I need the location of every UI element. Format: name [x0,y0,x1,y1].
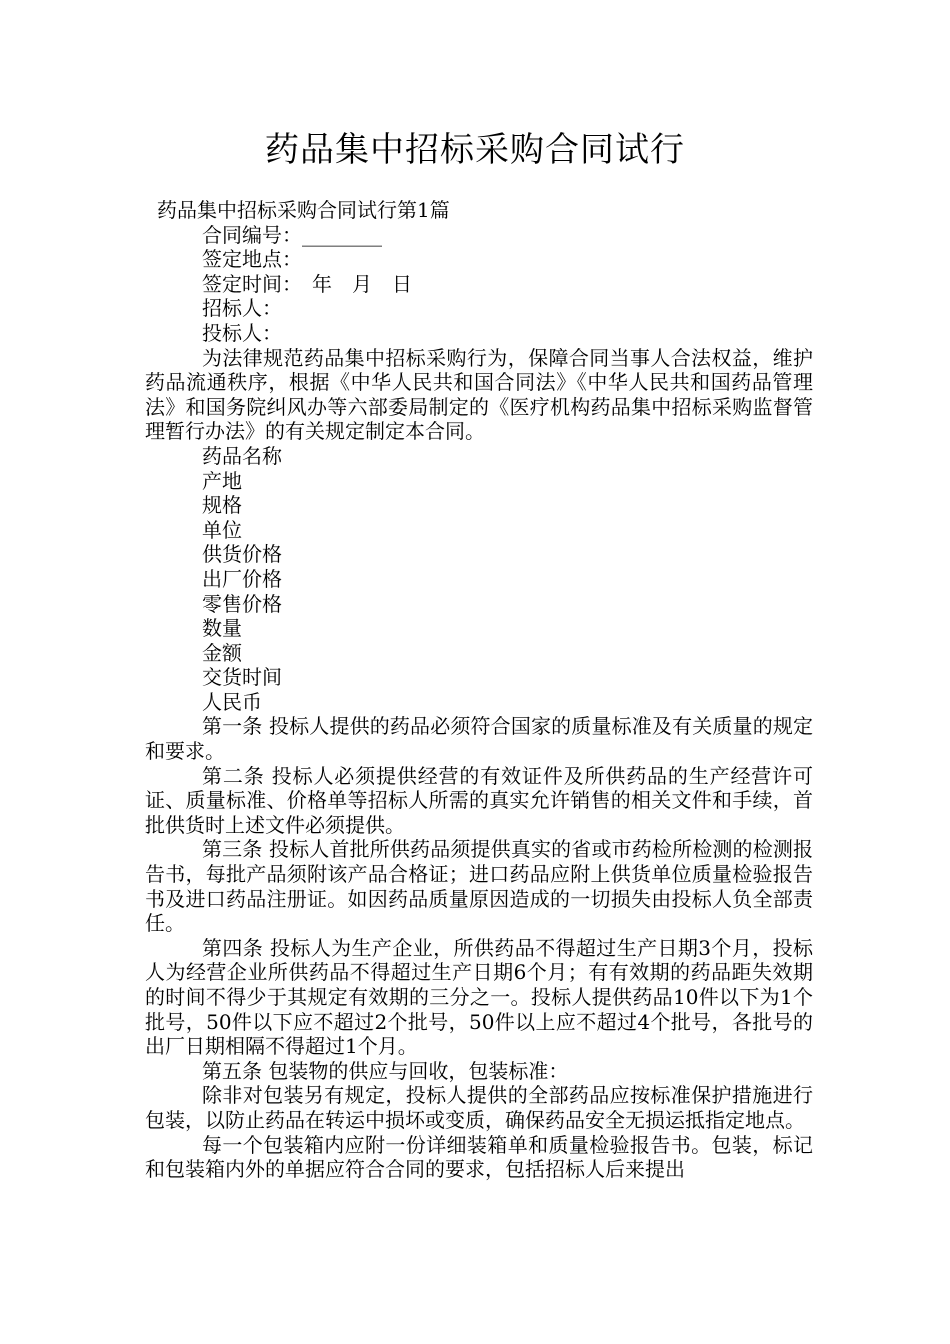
table-header-retail-price: 零售价格 [202,591,282,616]
packaging-paragraph: 除非对包装另有规定，投标人提供的全部药品应按标准保护措施进行包装，以防止药品在转运中损坏或变质，确保药品安全无损运抵指定地点。 [145,1083,813,1132]
article-5: 第五条 包装物的供应与回收，包装标准： [202,1058,569,1083]
section-subtitle: 药品集中招标采购合同试行第1篇 [157,198,450,222]
table-header-drug-name: 药品名称 [202,443,282,468]
preamble-paragraph: 为法律规范药品集中招标采购行为，保障合同当事人合法权益，维护药品流通秩序，根据《中华人民共和国合同法》《中华人民共和国药品管理法》和国务院纠风办等六部委局制定的《医疗机构药品集中招标采购监督管理暂行办法》的有关规定制定本合同。 [145,345,813,444]
article-4: 第四条 投标人为生产企业，所供药品不得超过生产日期3个月，投标人为经营企业所供药品不得超过生产日期6个月；有有效期的药品距失效期的时间不得少于其规定有效期的三分之一。投标人提供药品10件以下为1个批号，50件以下应不超过2个批号，50件以上应不超过4个批号，各批号的出厂日期相隔不得超过1个月。 [145,935,813,1059]
table-header-amount: 金额 [202,640,242,665]
packing-list-paragraph: 每一个包装箱内应附一份详细装箱单和质量检验报告书。包装，标记和包装箱内外的单据应符合合同的要求，包括招标人后来提出 [145,1132,813,1182]
signing-time-field: 签定时间： 年 月 日 [202,271,412,296]
table-header-currency: 人民币 [202,689,262,714]
contract-number-field: 合同编号：________ [202,222,382,247]
article-3: 第三条 投标人首批所供药品须提供真实的省或市药检所检测的检测报告书，每批产品须附该产品合格证；进口药品应附上供货单位质量检验报告书及进口药品注册证。如因药品质量原因造成的一切损失由投标人负全部责任。 [145,837,813,936]
table-header-factory-price: 出厂价格 [202,566,282,591]
table-header-unit: 单位 [202,517,242,542]
signing-place-field: 签定地点： [202,247,302,272]
bidder-field: 投标人： [202,320,282,345]
table-header-quantity: 数量 [202,616,242,641]
article-2: 第二条 投标人必须提供经营的有效证件及所供药品的生产经营许可证、质量标准、价格单等招标人所需的真实允许销售的相关文件和手续，首批供货时上述文件必须提供。 [145,763,813,837]
table-header-origin: 产地 [202,468,242,493]
document-body [145,198,813,1182]
table-header-spec: 规格 [202,493,242,518]
document-title: 药品集中招标采购合同试行 [265,130,685,170]
table-header-supply-price: 供货价格 [202,542,282,567]
tenderer-field: 招标人： [202,296,282,321]
article-1: 第一条 投标人提供的药品必须符合国家的质量标准及有关质量的规定和要求。 [145,714,813,764]
table-header-delivery-time: 交货时间 [202,665,282,690]
